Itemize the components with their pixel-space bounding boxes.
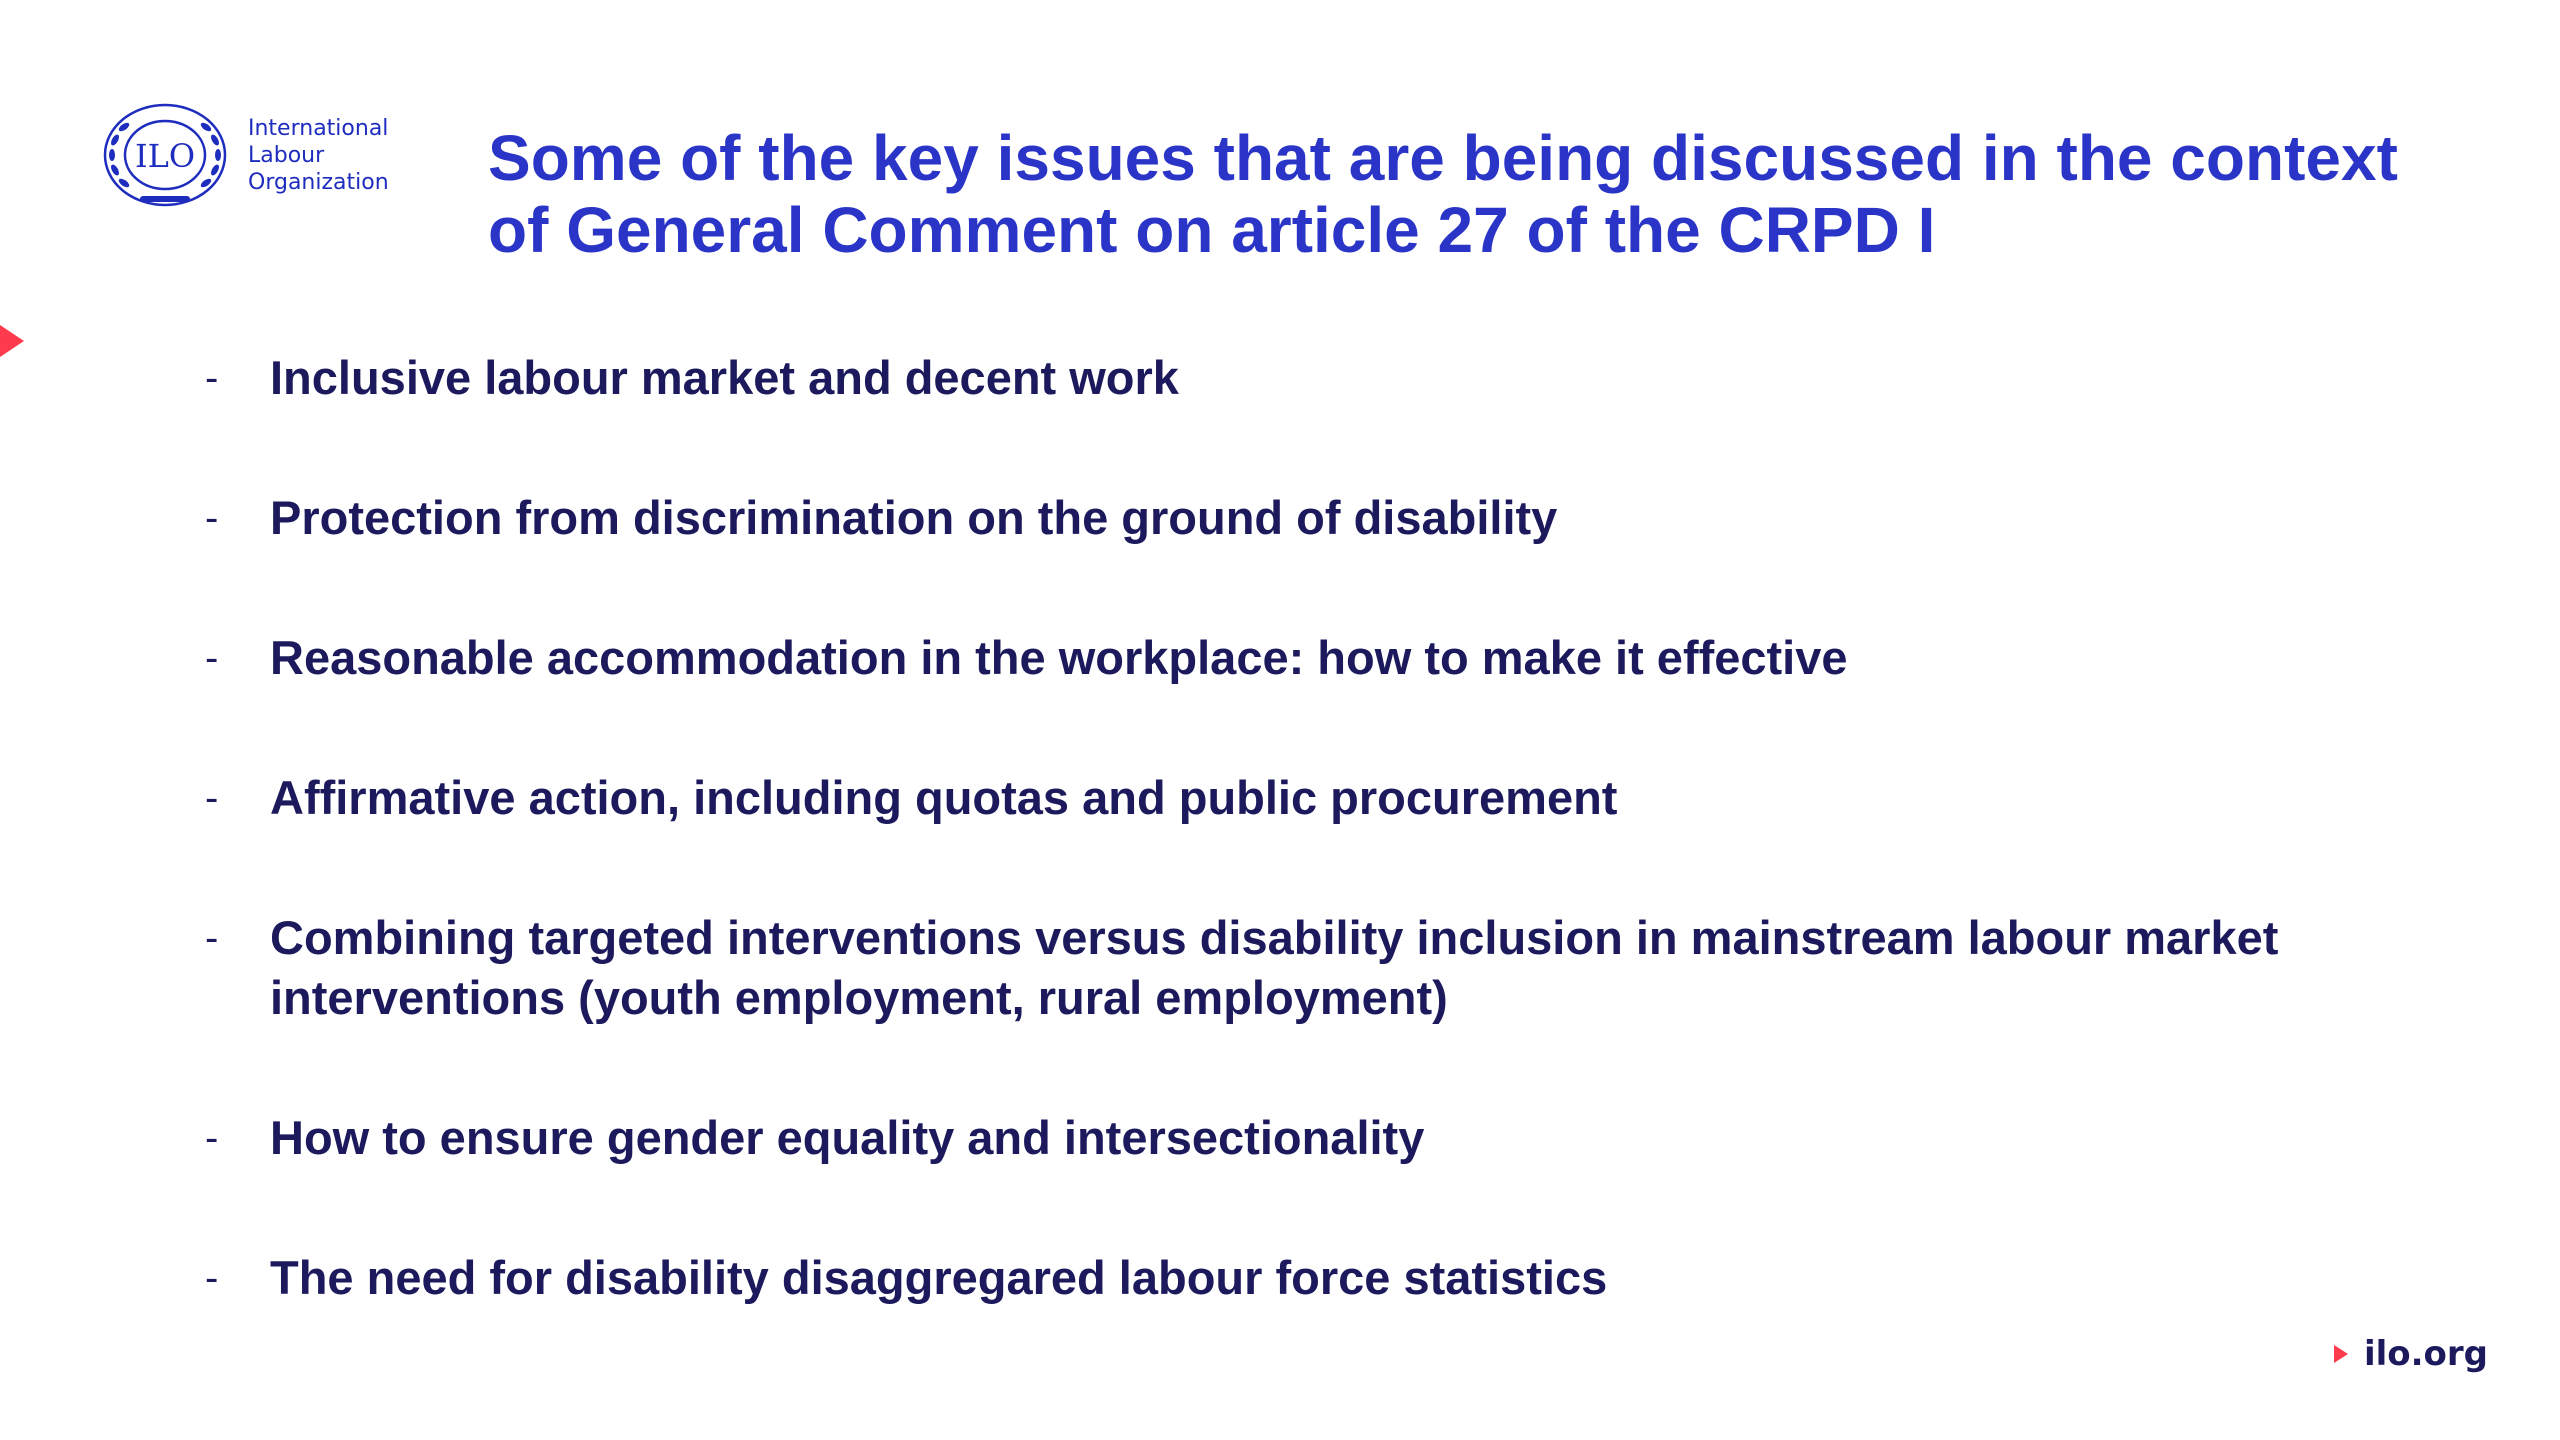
- logo-line-3: Organization: [248, 169, 389, 195]
- bullet-dash: -: [205, 1116, 219, 1160]
- bullet-text: How to ensure gender equality and intersectionality: [270, 1111, 1425, 1164]
- list-item: [205, 488, 2455, 548]
- list-item: [205, 1108, 2455, 1168]
- bullet-dash: -: [205, 356, 219, 400]
- ilo-emblem-icon: [100, 100, 230, 210]
- bullet-list: [205, 348, 2455, 1308]
- triangle-right-icon: [0, 325, 24, 357]
- list-item: [205, 348, 2455, 408]
- footer-link[interactable]: [2334, 1334, 2488, 1374]
- list-item: [205, 908, 2455, 1028]
- list-item: [205, 768, 2455, 828]
- footer-link-text[interactable]: ilo.org: [2363, 1334, 2488, 1374]
- slide-title: Some of the key issues that are being discussed in the context of General Comment on article 27 of the CRPD I: [488, 122, 2398, 266]
- bullet-text: The need for disability disaggregared labour force statistics: [270, 1251, 1608, 1304]
- bullet-dash: -: [205, 636, 219, 680]
- bullet-text: Protection from discrimination on the ground of disability: [270, 491, 1558, 544]
- bullet-dash: -: [205, 916, 219, 960]
- ilo-logo: [100, 100, 389, 210]
- logo-emblem-letters: ILO: [134, 137, 196, 175]
- logo-line-2: Labour: [248, 142, 325, 168]
- triangle-right-icon: [2334, 1345, 2348, 1363]
- logo-text: [248, 115, 389, 196]
- list-item: [205, 628, 2455, 688]
- bullet-dash: -: [205, 1256, 219, 1300]
- bullet-dash: -: [205, 776, 219, 820]
- bullet-text: Combining targeted interventions versus disability inclusion in mainstream labour market interventions (youth employment, rural employment): [270, 911, 2279, 1024]
- bullet-dash: -: [205, 496, 219, 540]
- bullet-text: Affirmative action, including quotas and public procurement: [270, 771, 1618, 824]
- logo-line-1: International: [248, 115, 389, 141]
- bullet-text: Inclusive labour market and decent work: [270, 351, 1179, 404]
- bullet-text: Reasonable accommodation in the workplace: how to make it effective: [270, 631, 1848, 684]
- list-item: [205, 1248, 2455, 1308]
